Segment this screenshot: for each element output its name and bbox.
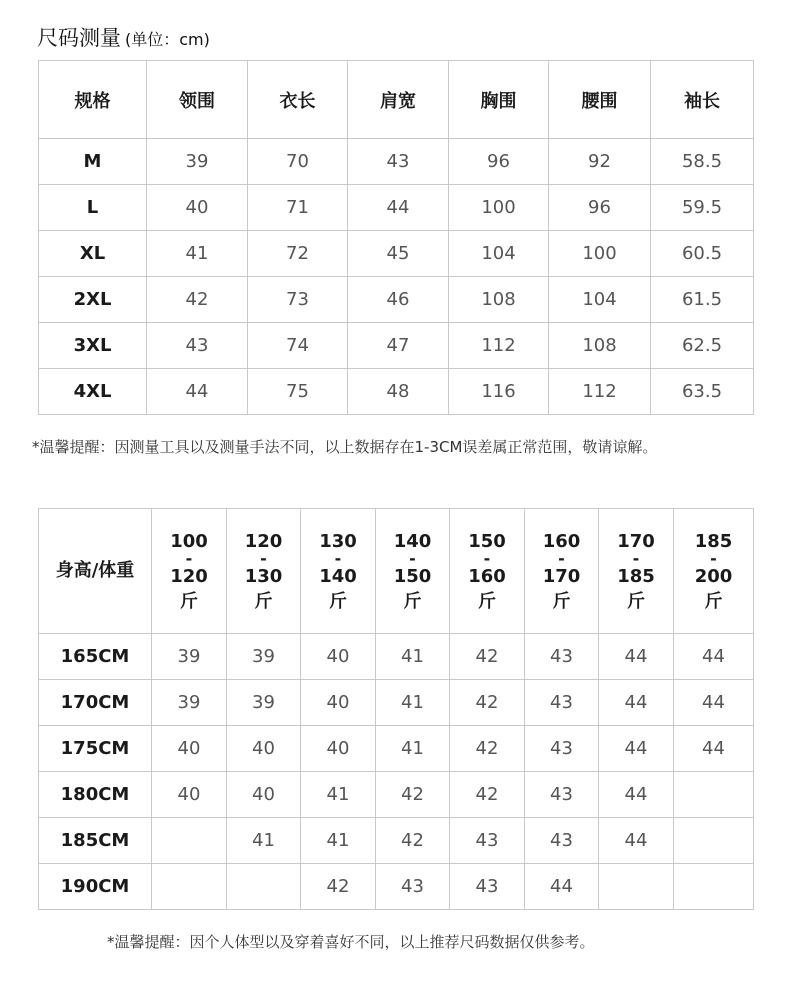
weight-range-from: 100 — [170, 530, 208, 552]
height-label-cell: 190CM — [39, 864, 152, 910]
table-cell: 41 — [376, 680, 450, 726]
table-cell: 108 — [549, 323, 651, 369]
table-cell: 41 — [376, 634, 450, 680]
weight-range-to: 200 — [694, 565, 733, 587]
weight-range-header — [376, 509, 450, 634]
weight-range-from: 160 — [542, 530, 581, 552]
table-cell: 45 — [348, 231, 449, 277]
weight-range-to: 185 — [617, 565, 655, 587]
weight-range-to: 160 — [468, 565, 506, 587]
weight-range-unit: 斤 — [704, 590, 723, 612]
height-label-cell: 170CM — [39, 680, 152, 726]
table-cell: 59.5 — [651, 185, 754, 231]
table-cell: 44 — [674, 680, 754, 726]
table-cell: 48 — [348, 369, 449, 415]
weight-range-header — [599, 509, 674, 634]
table-cell — [599, 864, 674, 910]
height-label-cell: 165CM — [39, 634, 152, 680]
measurement-note: *温馨提醒：因测量工具以及测量手法不同，以上数据存在1-3CM误差属正常范围，敬请谅解。 — [32, 438, 658, 456]
table-cell: 43 — [525, 818, 599, 864]
table-cell: 43 — [147, 323, 248, 369]
table-cell: 70 — [248, 139, 348, 185]
table-row — [39, 818, 754, 864]
weight-range-dash: - — [558, 548, 565, 568]
table-cell: 40 — [152, 726, 227, 772]
table-cell: 96 — [549, 185, 651, 231]
table-cell: 112 — [449, 323, 549, 369]
table-cell: 42 — [147, 277, 248, 323]
weight-range-header — [674, 509, 754, 634]
size-label-cell: XL — [39, 231, 147, 277]
recommendation-note: *温馨提醒：因个人体型以及穿着喜好不同，以上推荐尺码数据仅供参考。 — [107, 933, 595, 951]
table-cell: 39 — [227, 634, 301, 680]
table-cell: 60.5 — [651, 231, 754, 277]
table-cell: 47 — [348, 323, 449, 369]
table-cell: 43 — [450, 864, 525, 910]
weight-range-header — [525, 509, 599, 634]
table-cell: 41 — [147, 231, 248, 277]
size-label-cell: 3XL — [39, 323, 147, 369]
weight-range-from: 150 — [468, 530, 506, 552]
table-cell: 62.5 — [651, 323, 754, 369]
weight-range-from: 140 — [393, 530, 432, 552]
height-label-cell: 175CM — [39, 726, 152, 772]
table-cell: 58.5 — [651, 139, 754, 185]
size-table-header-cell: 胸围 — [449, 61, 549, 139]
table-cell: 39 — [152, 634, 227, 680]
table-row — [39, 231, 754, 277]
table-cell — [674, 818, 754, 864]
weight-range-to: 150 — [393, 565, 432, 587]
page-title — [37, 22, 210, 56]
table-cell: 44 — [525, 864, 599, 910]
table-row — [39, 185, 754, 231]
height-label-cell: 185CM — [39, 818, 152, 864]
weight-range-header — [152, 509, 227, 634]
table-cell: 43 — [525, 634, 599, 680]
table-cell: 100 — [449, 185, 549, 231]
table-cell: 100 — [549, 231, 651, 277]
weight-range-dash: - — [710, 548, 717, 568]
weight-range-from: 185 — [694, 530, 733, 552]
table-cell: 39 — [147, 139, 248, 185]
table-cell: 43 — [525, 680, 599, 726]
table-cell: 41 — [301, 772, 376, 818]
title-main: 尺码测量 — [37, 26, 121, 50]
weight-range-header — [450, 509, 525, 634]
table-cell: 44 — [599, 634, 674, 680]
table-row — [39, 864, 754, 910]
weight-range-from: 170 — [617, 530, 655, 552]
table-cell: 42 — [450, 726, 525, 772]
table-cell: 42 — [301, 864, 376, 910]
rec-table-corner-header: 身高/体重 — [39, 509, 152, 634]
weight-range-to: 130 — [244, 565, 283, 587]
weight-range-to: 120 — [170, 565, 208, 587]
table-cell: 41 — [227, 818, 301, 864]
size-table-header-cell: 袖长 — [651, 61, 754, 139]
table-cell: 71 — [248, 185, 348, 231]
size-table-header-row — [39, 61, 754, 139]
table-cell: 40 — [301, 634, 376, 680]
table-cell — [227, 864, 301, 910]
table-cell: 40 — [301, 680, 376, 726]
table-row — [39, 634, 754, 680]
size-label-cell: 2XL — [39, 277, 147, 323]
table-cell: 40 — [152, 772, 227, 818]
weight-range-dash: - — [409, 548, 416, 568]
table-cell: 41 — [301, 818, 376, 864]
table-cell: 46 — [348, 277, 449, 323]
size-recommendation-table — [38, 508, 754, 910]
table-cell: 96 — [449, 139, 549, 185]
table-cell — [674, 772, 754, 818]
size-table-header-cell: 腰围 — [549, 61, 651, 139]
table-cell — [152, 864, 227, 910]
table-cell: 44 — [599, 726, 674, 772]
weight-range-header — [227, 509, 301, 634]
weight-range-unit: 斤 — [254, 590, 273, 612]
table-cell — [674, 864, 754, 910]
weight-range-dash: - — [334, 548, 342, 568]
table-cell: 42 — [376, 772, 450, 818]
table-cell: 74 — [248, 323, 348, 369]
weight-range-from: 120 — [244, 530, 283, 552]
table-row — [39, 277, 754, 323]
weight-range-unit: 斤 — [552, 590, 571, 612]
table-cell: 73 — [248, 277, 348, 323]
table-cell: 44 — [147, 369, 248, 415]
table-cell: 44 — [599, 680, 674, 726]
table-cell: 43 — [348, 139, 449, 185]
table-cell: 39 — [152, 680, 227, 726]
weight-range-header — [301, 509, 376, 634]
table-cell: 43 — [525, 772, 599, 818]
table-cell: 40 — [227, 772, 301, 818]
weight-range-unit: 斤 — [627, 590, 645, 612]
table-cell: 44 — [599, 818, 674, 864]
table-cell: 116 — [449, 369, 549, 415]
title-unit: (单位：cm) — [125, 30, 210, 49]
weight-range-to: 170 — [542, 565, 581, 587]
table-cell: 42 — [450, 680, 525, 726]
table-cell: 104 — [549, 277, 651, 323]
table-cell: 40 — [301, 726, 376, 772]
table-cell: 61.5 — [651, 277, 754, 323]
size-table-header-cell: 规格 — [39, 61, 147, 139]
table-cell: 75 — [248, 369, 348, 415]
size-label-cell: M — [39, 139, 147, 185]
table-cell: 44 — [599, 772, 674, 818]
table-cell: 72 — [248, 231, 348, 277]
weight-range-from: 130 — [319, 530, 357, 552]
rec-table-header-row — [39, 509, 754, 634]
table-row — [39, 726, 754, 772]
table-cell: 43 — [450, 818, 525, 864]
weight-range-dash: - — [483, 548, 491, 568]
table-cell: 108 — [449, 277, 549, 323]
weight-range-unit: 斤 — [478, 590, 496, 612]
weight-range-to: 140 — [319, 565, 357, 587]
weight-range-unit: 斤 — [329, 590, 347, 612]
table-cell: 42 — [450, 772, 525, 818]
table-row — [39, 369, 754, 415]
table-row — [39, 680, 754, 726]
table-row — [39, 323, 754, 369]
table-cell: 42 — [450, 634, 525, 680]
table-cell: 44 — [674, 726, 754, 772]
size-table-header-cell: 衣长 — [248, 61, 348, 139]
table-cell: 44 — [674, 634, 754, 680]
table-cell: 63.5 — [651, 369, 754, 415]
size-label-cell: L — [39, 185, 147, 231]
table-cell: 43 — [376, 864, 450, 910]
table-cell — [152, 818, 227, 864]
weight-range-unit: 斤 — [180, 590, 198, 612]
table-cell: 40 — [147, 185, 248, 231]
table-cell: 92 — [549, 139, 651, 185]
weight-range-unit: 斤 — [403, 590, 422, 612]
size-table-header-cell: 领围 — [147, 61, 248, 139]
table-row — [39, 139, 754, 185]
table-cell: 39 — [227, 680, 301, 726]
table-cell: 44 — [348, 185, 449, 231]
weight-range-dash: - — [260, 548, 267, 568]
weight-range-dash: - — [632, 548, 640, 568]
table-cell: 43 — [525, 726, 599, 772]
height-label-cell: 180CM — [39, 772, 152, 818]
size-label-cell: 4XL — [39, 369, 147, 415]
table-row — [39, 772, 754, 818]
size-measurement-table — [38, 60, 754, 415]
table-cell: 104 — [449, 231, 549, 277]
weight-range-dash: - — [185, 548, 193, 568]
table-cell: 41 — [376, 726, 450, 772]
size-table-header-cell: 肩宽 — [348, 61, 449, 139]
table-cell: 40 — [227, 726, 301, 772]
table-cell: 112 — [549, 369, 651, 415]
table-cell: 42 — [376, 818, 450, 864]
